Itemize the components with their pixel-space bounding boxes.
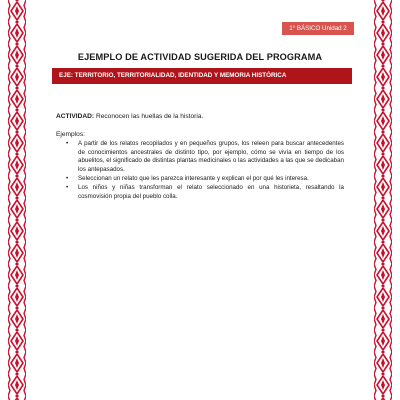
activity-text: Reconocen las huellas de la historia. bbox=[94, 113, 204, 120]
list-item bbox=[66, 184, 344, 201]
unit-badge: 1° BÁSICO Unidad 2 bbox=[282, 22, 354, 35]
examples-list bbox=[66, 140, 344, 202]
list-item-text: Seleccionan un relato que les parezca interesante y explican el por qué les interesa. bbox=[78, 174, 309, 182]
andean-pattern-border bbox=[8, 0, 26, 400]
examples-label: Ejemplos: bbox=[56, 131, 85, 138]
left-decorative-border bbox=[8, 0, 26, 400]
right-decorative-border bbox=[374, 0, 392, 400]
bullet-icon: • bbox=[66, 140, 69, 147]
axis-banner: EJE: TERRITORIO, TERRITORIALIDAD, IDENTIDAD Y MEMORIA HISTÓRICA bbox=[52, 68, 352, 84]
activity-line bbox=[56, 113, 356, 120]
page-title: EJEMPLO DE ACTIVIDAD SUGERIDA DEL PROGRAMA bbox=[77, 52, 323, 62]
list-item-text: A partir de los relatos recopilados y en pequeños grupos, los releen para buscar antecedentes de conocimientos ancestrales de distinto tipo, por ejemplo, cómo se vivía en tiempo de los abuelitos, el significado de distintas plantas medicinales o las actividades a las que se dedicaban los antepasados. bbox=[78, 140, 344, 173]
bullet-icon: • bbox=[66, 174, 69, 182]
activity-label: ACTIVIDAD: bbox=[56, 113, 95, 120]
andean-pattern-border bbox=[374, 0, 392, 400]
list-item-text: Los niños y niñas transforman el relato seleccionado en una historieta, resaltando la cosmovisión propia del pueblo colla. bbox=[78, 183, 344, 200]
bullet-icon: • bbox=[66, 183, 69, 191]
list-item bbox=[66, 140, 344, 174]
list-item bbox=[66, 175, 344, 184]
